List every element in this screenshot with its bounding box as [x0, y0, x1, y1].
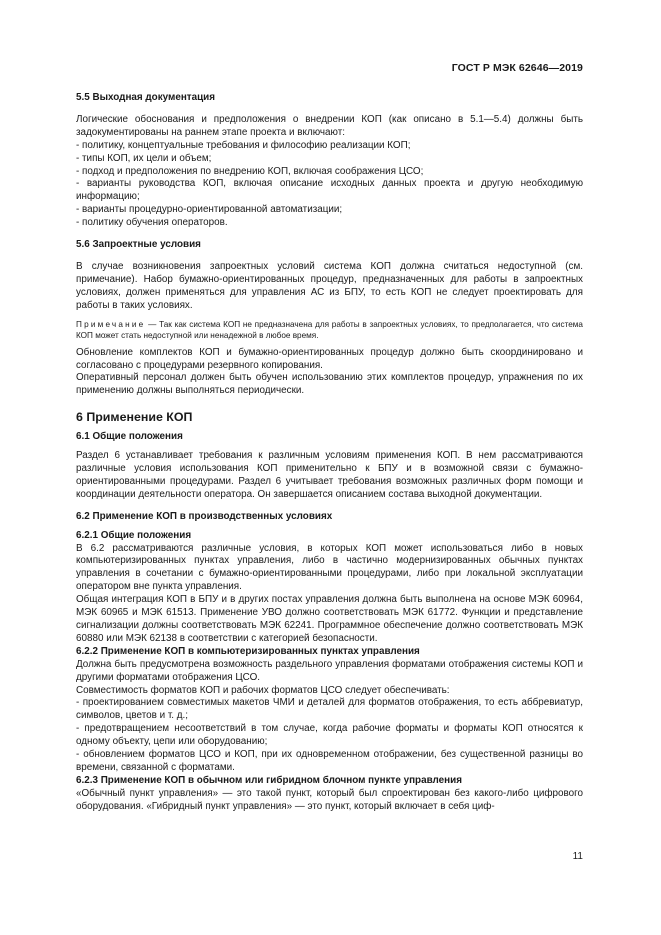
section-heading-5-6: 5.6 Запроектные условия [76, 239, 201, 251]
list-item: - предотвращением несоответствий в том случае, когда рабочие форматы и форматы КОП относятся к одному объекту, цепи или оборудованию; [76, 723, 583, 748]
note-label: Примечание [76, 319, 146, 329]
page-body [76, 92, 583, 814]
paragraph: Должна быть предусмотрена возможность раздельного управления форматами отображения системы КОП и другими форматами отображения ЦСО. [76, 658, 583, 683]
paragraph: Обновление комплектов КОП и бумажно-ориентированных процедур должно быть скоординировано и согласовано с процедурами резервного копирования. [76, 346, 583, 371]
list-item: - варианты руководства КОП, включая описание исходных данных проекта и другую необходимую информацию; [76, 178, 583, 203]
list-item: - варианты процедурно-ориентированной автоматизации; [76, 204, 343, 216]
paragraph: Совместимость форматов КОП и рабочих форматов ЦСО следует обеспечивать: [76, 684, 450, 696]
list-item: - типы КОП, их цели и объем; [76, 152, 212, 164]
section-heading-6: 6 Применение КОП [76, 410, 193, 425]
section-heading-6-2-3: 6.2.3 Применение КОП в обычном или гибридном блочном пункте управления [76, 774, 462, 786]
note [76, 319, 583, 341]
paragraph: «Обычный пункт управления» — это такой пункт, который был спроектирован без какого-либо цифрового оборудования. «Гибридный пункт управления» — это пункт, который включает в себя циф- [76, 787, 583, 812]
section-heading-6-1: 6.1 Общие положения [76, 431, 183, 443]
page-number: 11 [572, 851, 583, 862]
list-item: - обновлением форматов ЦСО и КОП, при их одновременном отображении, без существенной разницы во времени, связанной с форматами. [76, 749, 583, 773]
paragraph: Общая интеграция КОП в БПУ и в других постах управления должна быть выполнена на основе МЭК 60964, МЭК 60965 и МЭК 61513. Применение УВО должно соответствовать МЭК 61772. Функции и представление сигнализации должны соответствовать МЭК 62241. Программное обеспечение должно соответствовать МЭК 60880 или МЭК 62138 в соответствии с категорией безопасности. [76, 594, 583, 644]
section-heading-5-5: 5.5 Выходная документация [76, 92, 216, 103]
paragraph: Оперативный персонал должен быть обучен использованию этих комплектов процедур, упражнения по их применению должны выполняться периодически. [76, 372, 583, 397]
note-text: — Так как система КОП не предназначена для работы в запроектных условиях, то предполагается, что система КОП может стать недоступной или ненадежной в любое время. [76, 319, 583, 340]
section-heading-6-2-1: 6.2.1 Общие положения [76, 529, 192, 541]
paragraph: Раздел 6 устанавливает требования к различным условиям применения КОП. В нем рассматриваются различные условия использования КОП применительно к БПУ и в возможной связи с бумажно-ориентированными процедурами. Раздел 6 учитывает требования возможных различных форм помощи и координации деятельности оператора. Он завершается описанием состава выходной документации. [76, 450, 583, 500]
list-item: - подход и предположения по внедрению КОП, включая соображения ЦСО; [76, 165, 424, 177]
paragraph: В случае возникновения запроектных условий система КОП должна считаться недоступной (см. примечание). Набор бумажно-ориентированных процедур, предназначенных для работы в запроектных условиях, должен применяться для управления АС из БПУ, то есть КОП не следует проектировать для работы в таких условиях. [76, 260, 583, 311]
list-item: - политику, концептуальные требования и философию реализации КОП; [76, 139, 411, 151]
paragraph: Логические обоснования и предположения о внедрении КОП (как описано в 5.1—5.4) должны быть задокументированы на раннем этапе проекта и включают: [76, 113, 583, 138]
document-header: ГОСТ Р МЭК 62646—2019 [451, 62, 583, 74]
list-item: - проектированием совместимых макетов ЧМИ и деталей для форматов отображения, то есть аббревиатур, символов, цветов и т. д.; [76, 697, 583, 722]
list-item: - политику обучения операторов. [76, 217, 228, 229]
section-heading-6-2-2: 6.2.2 Применение КОП в компьютеризированных пунктах управления [76, 645, 420, 657]
paragraph: В 6.2 рассматриваются различные условия, в которых КОП может использоваться либо в новых компьютеризированных пунктах управления, либо в частично модернизированных обычных пунктах управления в сочетании с бумажно-ориентированными процедурами, либо при локальной эксплуатации оператором вне пункта управления. [76, 542, 583, 593]
section-heading-6-2: 6.2 Применение КОП в производственных условиях [76, 510, 333, 522]
